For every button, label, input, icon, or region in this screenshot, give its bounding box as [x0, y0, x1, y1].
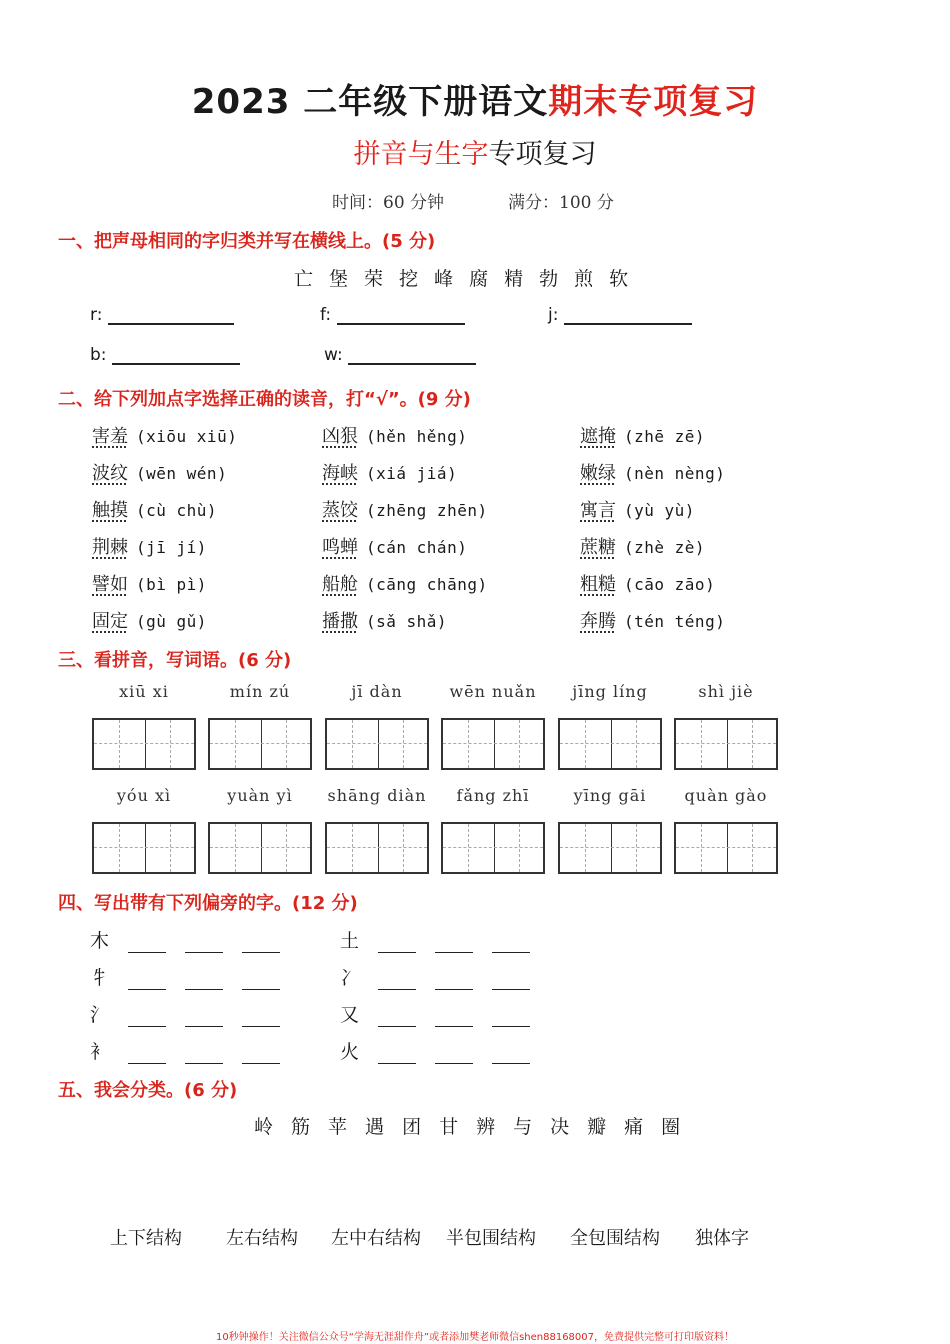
- answer-w: [324, 345, 476, 365]
- answer-line[interactable]: [128, 938, 166, 953]
- item-word: 害羞: [92, 426, 128, 447]
- score-label: 满分：100 分: [508, 193, 614, 213]
- item-pinyin-options[interactable]: (cāo zāo): [624, 575, 716, 594]
- reading-item: [92, 570, 207, 596]
- char: 荣: [364, 268, 384, 290]
- page-subtitle: [0, 132, 950, 171]
- category-label: 左右结构: [226, 1228, 298, 1249]
- label-w: w:: [324, 345, 343, 365]
- answer-line[interactable]: [492, 1012, 530, 1027]
- char: 煎: [574, 268, 594, 290]
- writing-box[interactable]: [558, 822, 662, 874]
- item-word: 鸣蝉: [322, 537, 358, 558]
- answer-line[interactable]: [185, 975, 223, 990]
- item-pinyin-options[interactable]: (tén téng): [624, 612, 726, 631]
- category-label: 全包围结构: [570, 1228, 660, 1249]
- answer-line[interactable]: [378, 1049, 416, 1064]
- char: 圈: [661, 1116, 681, 1138]
- label-f: f:: [320, 305, 332, 325]
- item-word: 触摸: [92, 500, 128, 521]
- item-pinyin-options[interactable]: (wēn wén): [136, 464, 228, 483]
- section-2-heading: 二、给下列加点字选择正确的读音，打“√”。(9 分): [58, 389, 471, 410]
- reading-item: [322, 496, 488, 522]
- reading-item: [580, 496, 695, 522]
- answer-line[interactable]: [242, 1049, 280, 1064]
- char: 勃: [539, 268, 559, 290]
- item-pinyin-options[interactable]: (cán chán): [366, 538, 468, 557]
- pinyin-label: jīng líng: [572, 682, 648, 701]
- item-pinyin-options[interactable]: (zhē zē): [624, 427, 706, 446]
- writing-box[interactable]: [674, 822, 778, 874]
- radical-row: [340, 1000, 530, 1027]
- item-pinyin-options[interactable]: (cāng chāng): [366, 575, 488, 594]
- pinyin-label: yuàn yì: [227, 786, 293, 805]
- char: 辨: [476, 1116, 496, 1138]
- char: 痛: [624, 1116, 644, 1138]
- title-black: 2023 二年级下册语文: [191, 82, 549, 122]
- reading-item: [322, 607, 447, 633]
- category-label: 独体字: [695, 1228, 749, 1249]
- item-pinyin-options[interactable]: (zhè zè): [624, 538, 706, 557]
- section-4-heading: 四、写出带有下列偏旁的字。(12 分): [58, 893, 358, 914]
- char: 软: [609, 268, 629, 290]
- item-pinyin-options[interactable]: (nèn nèng): [624, 464, 726, 483]
- item-pinyin-options[interactable]: (sǎ shǎ): [366, 612, 448, 631]
- radical-row: [340, 963, 530, 990]
- pinyin-label: xiū xi: [119, 682, 169, 701]
- item-word: 凶狠: [322, 426, 358, 447]
- answer-line[interactable]: [492, 975, 530, 990]
- subtitle-red: 拼音与生字: [353, 139, 489, 170]
- char: 精: [504, 268, 524, 290]
- answer-line[interactable]: [128, 975, 166, 990]
- reading-item: [322, 422, 467, 448]
- item-word: 蒸饺: [322, 500, 358, 521]
- item-word: 固定: [92, 611, 128, 632]
- radical: 氵: [90, 1004, 110, 1026]
- answer-line[interactable]: [337, 305, 465, 325]
- radical: 又: [340, 1004, 360, 1026]
- answer-line[interactable]: [435, 938, 473, 953]
- writing-box[interactable]: [92, 718, 196, 770]
- radical: 火: [340, 1041, 360, 1063]
- answer-line[interactable]: [435, 975, 473, 990]
- reading-item: [322, 459, 457, 485]
- answer-line[interactable]: [492, 938, 530, 953]
- item-word: 嫩绿: [580, 463, 616, 484]
- char: 挖: [399, 268, 419, 290]
- answer-line[interactable]: [435, 1049, 473, 1064]
- item-word: 粗糙: [580, 574, 616, 595]
- item-word: 奔腾: [580, 611, 616, 632]
- radical-row: [340, 1037, 530, 1064]
- footer-note: 10秒钟操作！关注微信公众号“学海无涯甜作舟”或者添加樊老师微信shen88168007，免费提供完整可打印版资料！: [215, 1332, 735, 1343]
- radical-row: [340, 926, 530, 953]
- answer-line[interactable]: [378, 975, 416, 990]
- pinyin-label: shāng diàn: [327, 786, 427, 805]
- char: 甘: [439, 1116, 459, 1138]
- subtitle-black: 专项复习: [488, 139, 597, 170]
- pinyin-label: yīng gāi: [573, 786, 647, 805]
- page-title: [0, 74, 950, 123]
- pinyin-label: mín zú: [229, 682, 291, 701]
- writing-box[interactable]: [325, 718, 429, 770]
- answer-j: [548, 305, 692, 325]
- reading-item: [92, 496, 217, 522]
- answer-line[interactable]: [492, 1049, 530, 1064]
- answer-line[interactable]: [242, 975, 280, 990]
- reading-item: [92, 422, 237, 448]
- char: 团: [402, 1116, 422, 1138]
- radical-row: [90, 963, 280, 990]
- item-pinyin-options[interactable]: (hěn hěng): [366, 427, 468, 446]
- pinyin-label: quàn gào: [684, 786, 768, 805]
- item-word: 蔗糖: [580, 537, 616, 558]
- answer-line[interactable]: [435, 1012, 473, 1027]
- char: 遇: [365, 1116, 385, 1138]
- char: 瓣: [587, 1116, 607, 1138]
- item-word: 波纹: [92, 463, 128, 484]
- category-label: 左中右结构: [331, 1228, 421, 1249]
- item-pinyin-options[interactable]: (gù gǔ): [136, 612, 207, 631]
- writing-box[interactable]: [674, 718, 778, 770]
- label-r: r:: [90, 305, 103, 325]
- section-5-chars: [254, 1112, 698, 1139]
- answer-f: [320, 305, 465, 325]
- radical-row: [90, 1037, 280, 1064]
- reading-item: [92, 607, 207, 633]
- pinyin-label: wēn nuǎn: [449, 682, 537, 701]
- char: 堡: [329, 268, 349, 290]
- item-word: 船舱: [322, 574, 358, 595]
- radical: 木: [90, 930, 110, 952]
- radical: 衤: [90, 1041, 110, 1063]
- char: 决: [550, 1116, 570, 1138]
- char: 苹: [328, 1116, 348, 1138]
- time-label: 时间：60 分钟: [332, 193, 445, 213]
- radical-row: [90, 926, 280, 953]
- writing-box[interactable]: [325, 822, 429, 874]
- label-b: b:: [90, 345, 107, 365]
- item-word: 譬如: [92, 574, 128, 595]
- answer-line[interactable]: [242, 1012, 280, 1027]
- answer-line[interactable]: [378, 1012, 416, 1027]
- char: 岭: [254, 1116, 274, 1138]
- radical: 牜: [90, 967, 110, 989]
- section-1-chars: [294, 264, 644, 291]
- writing-box[interactable]: [208, 822, 312, 874]
- pinyin-label: shì jiè: [698, 682, 754, 701]
- radical-row: [90, 1000, 280, 1027]
- pinyin-label: jī dàn: [351, 682, 403, 701]
- section-3-heading: 三、看拼音，写词语。(6 分): [58, 650, 292, 671]
- item-pinyin-options[interactable]: (xiá jiá): [366, 464, 458, 483]
- writing-box[interactable]: [208, 718, 312, 770]
- writing-box[interactable]: [558, 718, 662, 770]
- reading-item: [580, 533, 705, 559]
- section-5-heading: 五、我会分类。(6 分): [58, 1080, 238, 1101]
- answer-line[interactable]: [128, 1012, 166, 1027]
- answer-r: [90, 305, 234, 325]
- answer-line[interactable]: [112, 345, 240, 365]
- item-word: 海峡: [322, 463, 358, 484]
- category-label: 上下结构: [110, 1228, 182, 1249]
- reading-item: [322, 533, 467, 559]
- section-1-heading: 一、把声母相同的字归类并写在横线上。(5 分): [58, 231, 436, 252]
- answer-line[interactable]: [185, 938, 223, 953]
- pinyin-label: yóu xì: [116, 786, 172, 805]
- answer-line[interactable]: [128, 1049, 166, 1064]
- answer-line[interactable]: [108, 305, 234, 325]
- radical: 土: [340, 930, 360, 952]
- char: 亡: [294, 268, 314, 290]
- item-pinyin-options[interactable]: (cù chù): [136, 501, 218, 520]
- char: 筋: [291, 1116, 311, 1138]
- answer-line[interactable]: [185, 1012, 223, 1027]
- answer-line[interactable]: [564, 305, 692, 325]
- reading-item: [580, 570, 715, 596]
- char: 与: [513, 1116, 533, 1138]
- char: 峰: [434, 268, 454, 290]
- reading-item: [580, 459, 725, 485]
- item-word: 播撒: [322, 611, 358, 632]
- reading-item: [92, 459, 227, 485]
- item-pinyin-options[interactable]: (zhēng zhēn): [366, 501, 488, 520]
- answer-line[interactable]: [378, 938, 416, 953]
- reading-item: [580, 607, 725, 633]
- item-pinyin-options[interactable]: (bì pì): [136, 575, 207, 594]
- answer-line[interactable]: [185, 1049, 223, 1064]
- answer-line[interactable]: [242, 938, 280, 953]
- radical: 冫: [340, 967, 360, 989]
- pinyin-label: fǎng zhī: [456, 786, 530, 805]
- label-j: j:: [548, 305, 559, 325]
- item-word: 遮掩: [580, 426, 616, 447]
- reading-item: [322, 570, 488, 596]
- writing-box[interactable]: [441, 822, 545, 874]
- item-word: 寓言: [580, 500, 616, 521]
- item-pinyin-options[interactable]: (yù yù): [624, 501, 695, 520]
- answer-b: [90, 345, 240, 365]
- item-pinyin-options[interactable]: (xiōu xiū): [136, 427, 238, 446]
- item-pinyin-options[interactable]: (jī jí): [136, 538, 207, 557]
- title-red: 期末专项复习: [548, 82, 759, 122]
- writing-box[interactable]: [441, 718, 545, 770]
- char: 腐: [469, 268, 489, 290]
- item-word: 荆棘: [92, 537, 128, 558]
- reading-item: [92, 533, 207, 559]
- writing-box[interactable]: [92, 822, 196, 874]
- category-label: 半包围结构: [446, 1228, 536, 1249]
- reading-item: [580, 422, 705, 448]
- answer-line[interactable]: [348, 345, 476, 365]
